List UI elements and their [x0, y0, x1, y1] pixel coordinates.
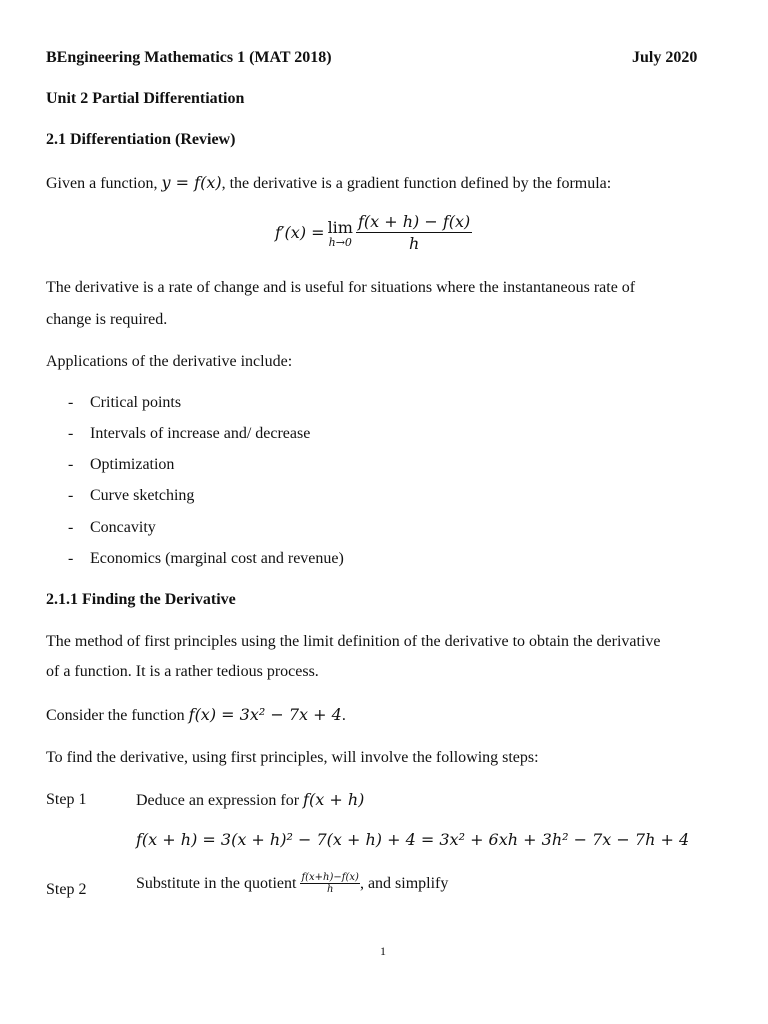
unit-title: Unit 2 Partial Differentiation — [46, 90, 245, 107]
intro-prefix: Given a function, — [46, 175, 162, 192]
bullet-dash: - — [68, 394, 74, 411]
list-item-text: Intervals of increase and/ decrease — [90, 425, 311, 442]
difference-quotient-numerator: f(x + h) − f(x) — [357, 212, 471, 231]
list-item-text: Economics (marginal cost and revenue) — [90, 550, 344, 567]
bullet-dash: - — [68, 550, 74, 567]
step-2-quotient-denominator: h — [326, 884, 334, 895]
list-item — [0, 549, 768, 569]
limit-subscript: h→0 — [328, 235, 352, 249]
consider-function: f(x) = 3x² − 7x + 4 — [188, 705, 342, 724]
intro-function: y = f(x) — [161, 173, 222, 192]
step-2-label: Step 2 — [46, 881, 87, 898]
list-item-text: Critical points — [90, 394, 182, 411]
consider-suffix: . — [341, 707, 346, 724]
list-item — [0, 424, 768, 444]
step-1-equation: f(x + h) = 3(x + h)² − 7(x + h) + 4 = 3x² + 6xh + 3h² − 7x − 7h + 4 — [136, 830, 690, 849]
step-2-text — [136, 872, 448, 895]
limit-label: lim — [327, 217, 353, 237]
steps-intro: To find the derivative, using first principles, will involve the following steps: — [46, 749, 539, 766]
section-title: 2.1 Differentiation (Review) — [46, 131, 236, 148]
list-item-text: Curve sketching — [90, 487, 195, 504]
step-1-label: Step 1 — [46, 791, 87, 808]
derivative-definition — [275, 212, 472, 253]
rate-paragraph-line-2: change is required. — [46, 311, 168, 328]
list-item-text: Optimization — [90, 456, 175, 473]
step-2-quotient-numerator: f(x+h)−f(x) — [301, 872, 359, 883]
intro-suffix: , the derivative is a gradient function defined by the formula: — [221, 175, 612, 192]
limit-operator — [328, 218, 353, 248]
subsection-title: 2.1.1 Finding the Derivative — [46, 591, 236, 608]
method-paragraph-line-1: The method of first principles using the limit definition of the derivative to obtain the derivative — [46, 633, 661, 650]
method-paragraph-line-2: of a function. It is a rather tedious process. — [46, 663, 319, 680]
bullet-dash: - — [68, 456, 74, 473]
bullet-dash: - — [68, 425, 74, 442]
intro-line — [46, 173, 611, 194]
difference-quotient — [356, 212, 472, 253]
page-number: 1 — [380, 944, 386, 958]
list-item — [0, 393, 768, 413]
difference-quotient-denominator: h — [408, 234, 420, 253]
document-date: July 2020 — [632, 49, 698, 66]
list-item-text: Concavity — [90, 519, 156, 536]
bullet-dash: - — [68, 487, 74, 504]
step-1-text — [136, 790, 364, 811]
step-2-description: Substitute in the quotient — [136, 874, 301, 892]
applications-intro: Applications of the derivative include: — [46, 353, 293, 370]
bullet-dash: - — [68, 519, 74, 536]
step-1-description: Deduce an expression for — [136, 792, 304, 809]
consider-prefix: Consider the function — [46, 707, 189, 724]
list-item — [0, 455, 768, 475]
list-item — [0, 486, 768, 506]
course-title: BEngineering Mathematics 1 (MAT 2018) — [46, 49, 332, 66]
step-1-expression: f(x + h) — [303, 790, 365, 809]
list-item — [0, 518, 768, 538]
step-2-suffix: , and simplify — [359, 874, 449, 892]
consider-line — [46, 705, 346, 726]
definition-lhs: f′(x) = — [275, 223, 325, 242]
rate-paragraph-line-1: The derivative is a rate of change and is useful for situations where the instantaneous rate of — [46, 279, 636, 296]
step-2-quotient — [300, 872, 360, 895]
